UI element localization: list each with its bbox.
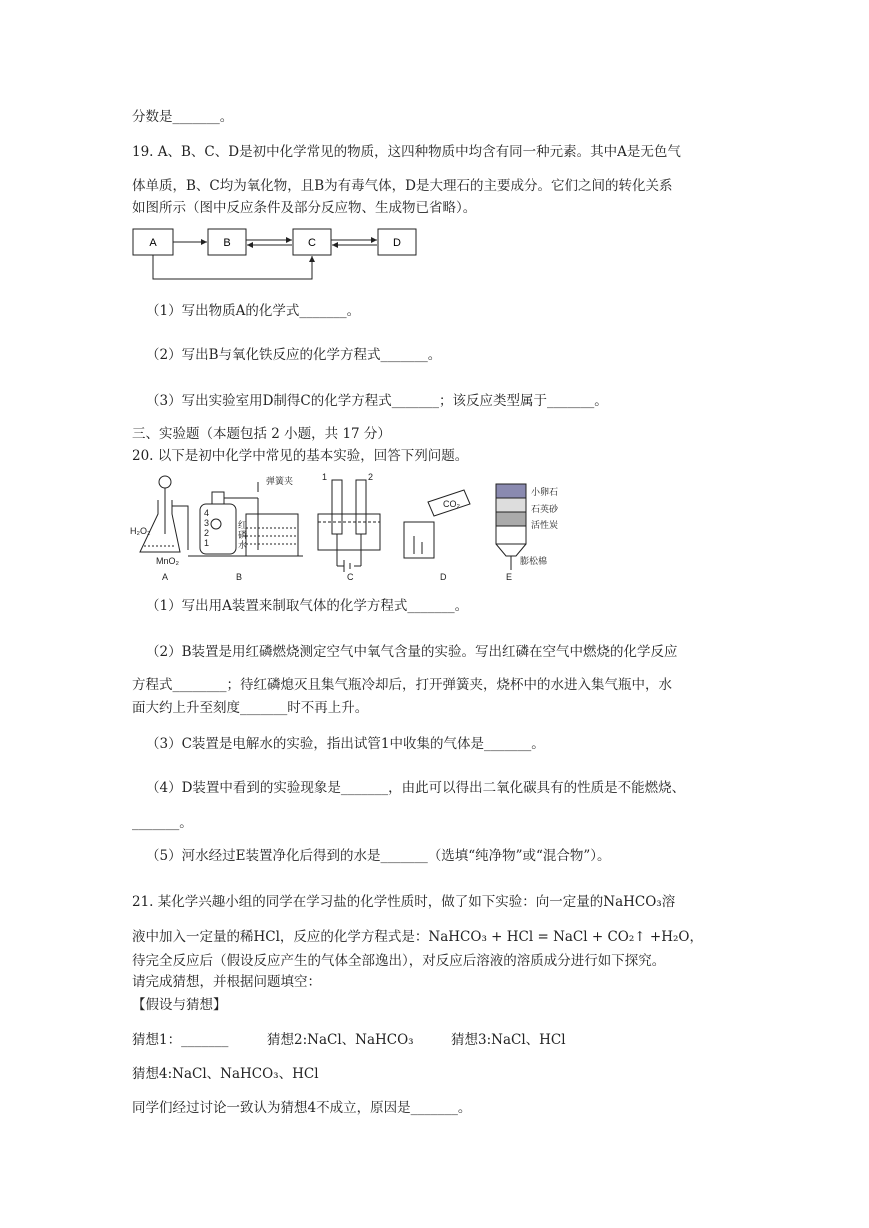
node-d: D [393,237,401,249]
hypothesis-heading: 【假设与猜想】 [132,997,227,1013]
co2-label: CO₂ [443,499,460,509]
question-20-part-2-line-1: （2）B装置是用红磷燃烧测定空气中氧气含量的实验。写出红磷在空气中燃烧的化学反应 [146,644,678,660]
question-21-line-2: 液中加入一定量的稀HCl，反应的化学方程式是：NaHCO₃ + HCl = NaCl + CO₂↑ +H₂O， [132,929,703,945]
question-20-part-2-line-3: 面大约上升至刻度_______时不再上升。 [132,700,369,716]
pebbles-label: 小卵石 [531,487,559,497]
question-20-part-4-line-2: _______。 [132,815,193,831]
node-c: C [308,237,316,249]
question-19-part-3: （3）写出实验室用D制得C的化学方程式_______；该反应类型属于_______。 [146,393,608,409]
label-e: E [506,572,513,582]
question-19-line-2: 体单质，B、C均为氧化物，且B为有毒气体，D是大理石的主要成分。它们之间的转化关系 [132,178,673,194]
label-a: A [162,572,169,582]
question-21-line-4: 请完成猜想，并根据问题填空： [132,974,321,990]
water-label: 水 [238,540,248,550]
node-a: A [149,237,157,249]
tube-2-label: 2 [368,472,374,482]
label-d: D [440,572,447,582]
label-b: B [236,572,243,582]
fluffy-cotton-label: 膨松棉 [520,556,548,566]
mark-3: 3 [204,518,210,528]
question-20-part-4-line-1: （4）D装置中看到的实验现象是_______，由此可以得出二氧化碳具有的性质是不能燃烧、 [146,780,686,796]
mark-2: 2 [204,528,210,538]
label-c: C [347,572,354,582]
guess-2: 猜想2:NaCl、NaHCO₃ [267,1032,414,1048]
question-20-part-3: （3）C装置是电解水的实验，指出试管1中收集的气体是_______。 [146,736,545,752]
question-19-part-1: （1）写出物质A的化学式_______。 [146,303,361,319]
question-21-line-3: 待完全反应后（假设反应产生的气体全部逸出），对反应后溶液的溶质成分进行如下探究。 [132,953,666,969]
activated-carbon-label: 活性炭 [531,520,559,530]
quartz-sand-label: 石英砂 [531,504,559,514]
question-19-part-2: （2）写出B与氧化铁反应的化学方程式_______。 [146,347,442,363]
conversion-diagram [130,225,420,287]
question-19-line-3: 如图所示（图中反应条件及部分反应物、生成物已省略）。 [132,200,477,216]
question-20-part-1: （1）写出用A装置来制取气体的化学方程式_______。 [146,598,469,614]
mark-1: 1 [204,538,210,548]
text-line: 分数是_______。 [132,109,234,125]
guess-4: 猜想4:NaCl、NaHCO₃、HCl [132,1066,319,1082]
question-19-line-1: 19. A、B、C、D是初中化学常见的物质，这四种物质中均含有同一种元素。其中A是无色气 [132,144,681,160]
guess-3: 猜想3:NaCl、HCl [451,1032,566,1048]
question-20: 20. 以下是初中化学中常见的基本实验，回答下列问题。 [132,448,469,464]
tube-1-label: 1 [322,472,328,482]
question-20-part-5: （5）河水经过E装置净化后得到的水是_______（选填“纯净物”或“混合物”）。 [146,848,611,864]
red-label: 红 [238,520,248,530]
mark-4: 4 [204,508,210,518]
question-21-line-1: 21. 某化学兴趣小组的同学在学习盐的化学性质时，做了如下实验：向一定量的NaHCO₃溶 [132,894,676,910]
spring-clamp-label: 弹簧夹 [266,476,294,486]
conclusion-line: 同学们经过讨论一致认为猜想4不成立，原因是_______。 [132,1100,472,1116]
apparatus-figure [128,470,588,586]
guess-1: 猜想1：_______ [132,1032,229,1048]
phosphorus-label: 磷 [238,530,248,540]
question-20-part-2-line-2: 方程式________；待红磷熄灭且集气瓶冷却后，打开弹簧夹，烧杯中的水进入集气瓶中，水 [132,677,672,693]
h2o2-label: H₂O₂ [130,526,151,536]
section-3-heading: 三、实验题（本题包括 2 小题，共 17 分） [132,426,391,442]
mno2-label: MnO₂ [156,556,179,566]
node-b: B [223,237,231,249]
